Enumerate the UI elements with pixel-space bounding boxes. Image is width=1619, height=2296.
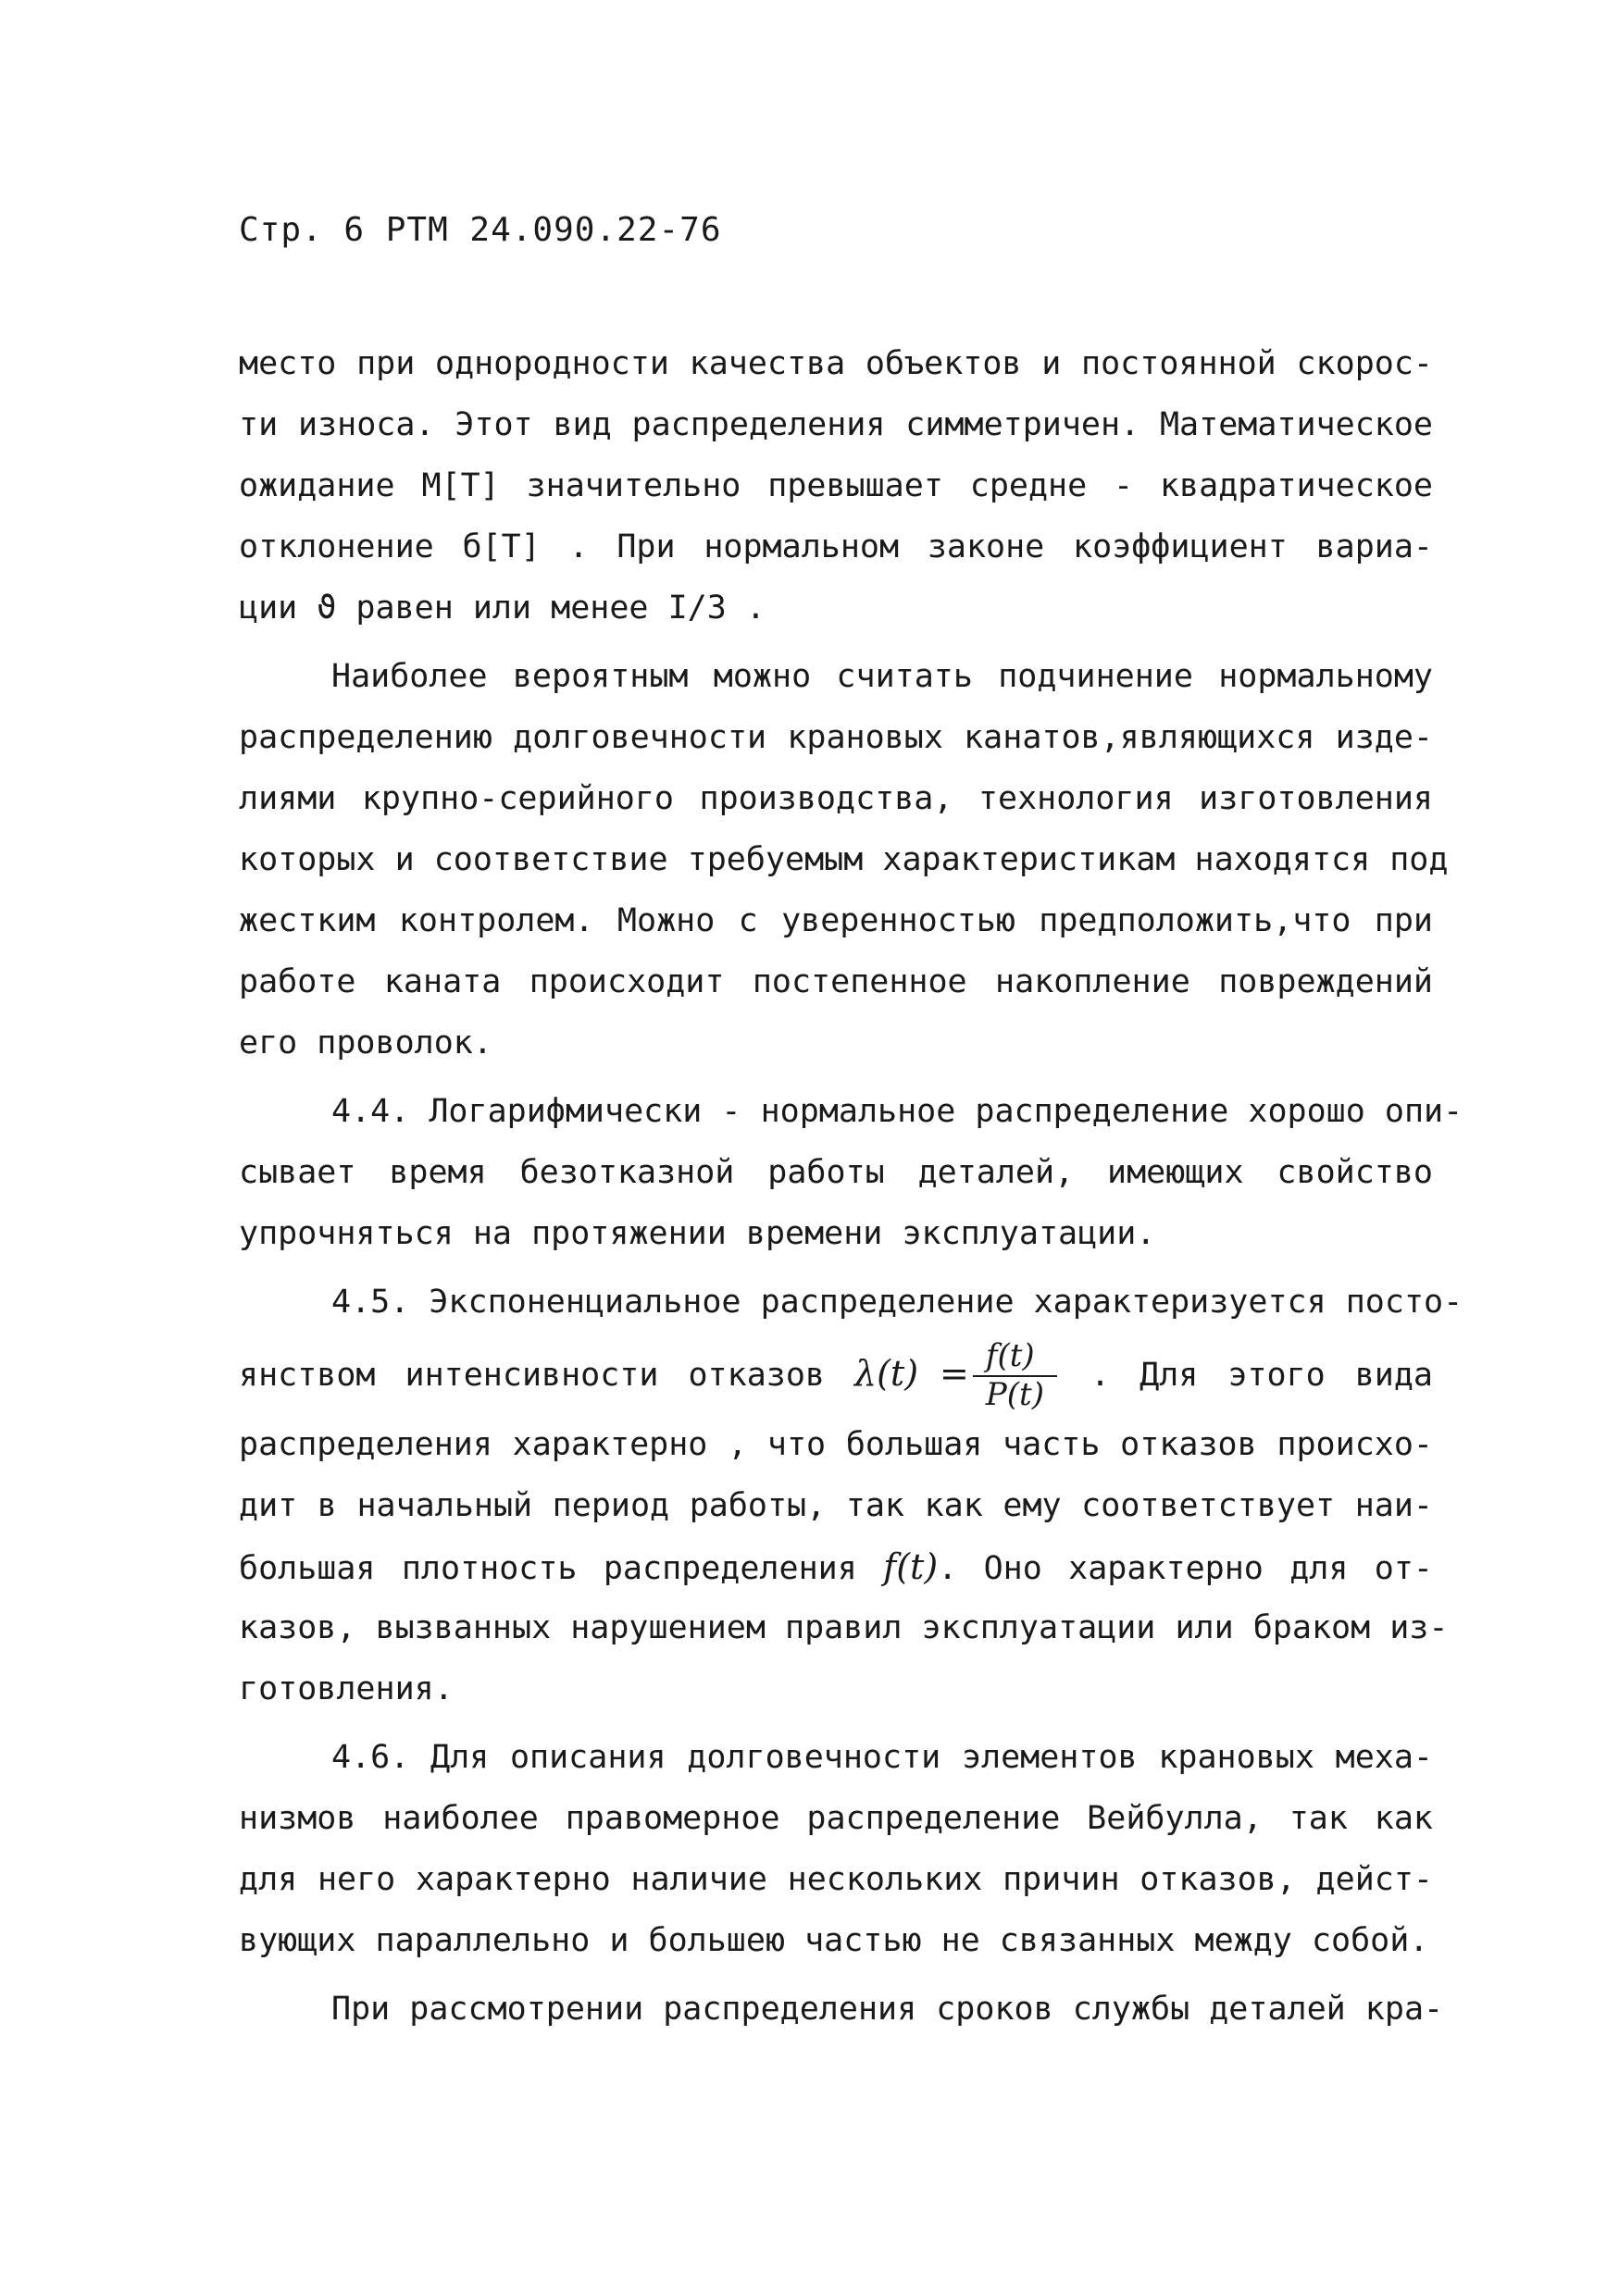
text-line: жестким контролем. Можно с уверенностью предположить,что при	[239, 902, 1433, 939]
text-segment: . Оно характерно для от-	[938, 1550, 1433, 1587]
text-line: готовления.	[239, 1670, 454, 1707]
text-line: ожидание М[Т] значительно превышает средне - квадратическое	[239, 467, 1433, 504]
text-line: дит в начальный период работы, так как ему соответствует наи-	[239, 1487, 1433, 1524]
text-line: вующих параллельно и большею частью не связанных между собой.	[239, 1922, 1429, 1959]
text-line: 4.6. Для описания долговечности элементов крановых меха-	[331, 1739, 1433, 1776]
formula-line	[239, 1333, 1433, 1414]
body-text	[239, 333, 1463, 2040]
text-line: казов, вызванных нарушением правил эксплуатации или браком из-	[239, 1609, 1449, 1646]
text-line: распределению долговечности крановых канатов,являющихся изде-	[239, 719, 1433, 756]
text-line: Наиболее вероятным можно считать подчинение нормальному	[331, 658, 1433, 695]
formula-lhs: λ(t) =	[854, 1353, 969, 1394]
density-function: f(t)	[883, 1546, 939, 1587]
text-line: которых и соответствие требуемым характеристикам находятся под	[239, 841, 1449, 878]
formula-fraction	[973, 1337, 1057, 1413]
text-line: распределения характерно , что большая часть отказов происхо-	[239, 1426, 1433, 1463]
text-line: лиями крупно-серийного производства, технология изготовления	[239, 780, 1433, 817]
text-line: 4.5. Экспоненциальное распределение характеризуется посто-	[331, 1284, 1463, 1321]
text-line	[239, 1536, 1433, 1597]
text-line: 4.4. Логарифмически - нормальное распределение хорошо опи-	[331, 1093, 1463, 1130]
text-line: отклонение б[Т] . При нормальном законе коэффициент вариа-	[239, 528, 1433, 565]
text-line: низмов наиболее правомерное распределение Вейбулла, так как	[239, 1800, 1433, 1837]
formula-numerator: f(t)	[973, 1340, 1057, 1377]
text-segment: янством интенсивности отказов	[239, 1357, 825, 1394]
text-line: ти износа. Этот вид распределения симметричен. Математическое	[239, 406, 1433, 443]
text-line: ции ϑ равен или менее I/3 .	[239, 590, 766, 627]
text-line: При рассмотрении распределения сроков службы деталей кра-	[331, 1991, 1444, 2028]
text-line: работе каната происходит постепенное накопление повреждений	[239, 963, 1433, 1000]
formula-denominator: P(t)	[985, 1376, 1044, 1413]
text-line: его проволок.	[239, 1024, 492, 1061]
text-line: упрочняться на протяжении времени эксплуатации.	[239, 1215, 1156, 1252]
text-segment: . Для этого вида	[1090, 1357, 1433, 1394]
text-segment: большая плотность распределения	[239, 1550, 857, 1587]
text-line: место при однородности качества объектов и постоянной скорос-	[239, 345, 1433, 382]
page-header: Стр. 6 РТМ 24.090.22-76	[239, 211, 722, 249]
text-line: сывает время безотказной работы деталей, имеющих свойство	[239, 1154, 1433, 1191]
text-line: для него характерно наличие нескольких причин отказов, дейст-	[239, 1861, 1433, 1898]
